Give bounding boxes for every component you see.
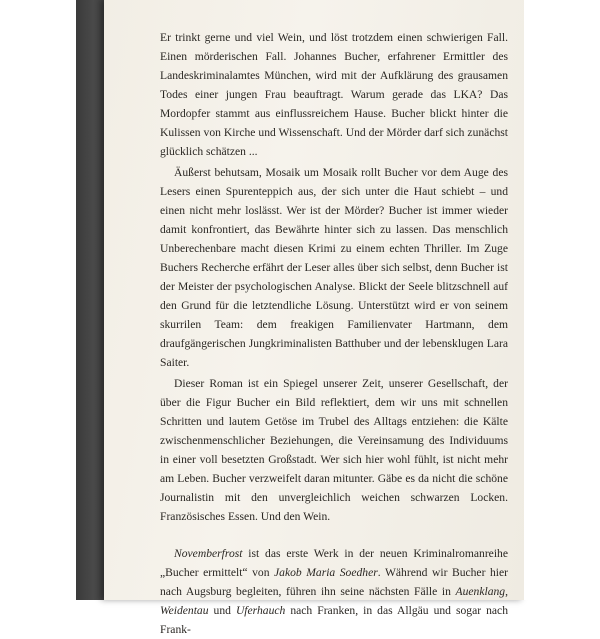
separator: , [505,585,508,598]
paragraph-4-text-3: und [208,604,236,617]
paragraph-1: Er trinkt gerne und viel Wein, und löst trotzdem einen schwierigen Fall. Einen mörderischen Fall. Johannes Bucher, erfahrener Ermittler des Landeskriminalamtes München, wird mit der Aufklärung des grausamen Todes einer jungen Frau beauftragt. Warum gerade das LKA? Das Mordopfer stammt aus einflussreichem Hause. Bucher blickt hinter die Kulissen von Kirche und Wissenschaft. Und der Mörder darf sich zunächst glücklich schätzen ... [160,31,508,158]
paragraph-gap [160,526,508,544]
sequel-title-3: Uferhauch [235,604,286,617]
sequel-title-1: Auenklang [455,585,506,598]
paragraph-4 [160,544,508,639]
sequel-title-2: Weidentau [160,604,209,617]
background-right [524,0,600,600]
book-title: Novemberfrost [174,547,243,560]
author-name: Jakob Maria Soedher [274,566,378,579]
paragraph-3: Dieser Roman ist ein Spiegel unserer Zeit, unserer Gesellschaft, der über die Figur Bucher ein Bild reflektiert, dem wir uns mit schnellen Schritten und lautem Getöse im Trubel des Alltags entziehen: die Kälte zwischenmenschlicher Beziehungen, die Vereinsamung des Individuums in einer voll besetzten Großstadt. Wer sich hier wohl fühlt, ist nicht mehr am Leben. Bucher verzweifelt daran mitunter. Gäbe es da nicht die schöne Journalistin mit den unvergleichlich weichen schwarzen Locken. Französisches Essen. Und den Wein. [160,377,508,523]
blurb-text [160,28,508,639]
paragraph-4-text-4: nach Franken, in das Allgäu und sogar nach Frank- [160,604,508,636]
paragraph-4-text-2: . Während wir Bucher hier nach Augsburg begleiten, führen ihn seine nächsten Fälle in [160,566,508,598]
paragraph-2: Äußerst behutsam, Mosaik um Mosaik rollt Bucher vor dem Auge des Lesers einen Spurenteppich aus, der sich unter die Haut schiebt – und einen nicht mehr loslässt. Wer ist der Mörder? Bucher ist immer wieder damit konfrontiert, das Bewährte hinter sich zu lassen. Das menschlich Unberechenbare macht diesen Krimi zu einem echten Thriller. Im Zuge Buchers Recherche erfährt der Leser alles über sich selbst, denn Bucher ist der Meister der psychologischen Analyse. Blickt der Seele blitzschnell auf den Grund für die letztendliche Lösung. Unterstützt wird er von seinem skurrilen Team: dem freakigen Familienvater Hartmann, dem draufgängerischen Jungkriminalisten Batthuber und der lebensklugen Lara Saiter. [160,166,508,369]
paragraph-4-text-1: ist das erste Werk in der neuen Kriminalromanreihe „Bucher ermittelt“ von [160,547,508,579]
